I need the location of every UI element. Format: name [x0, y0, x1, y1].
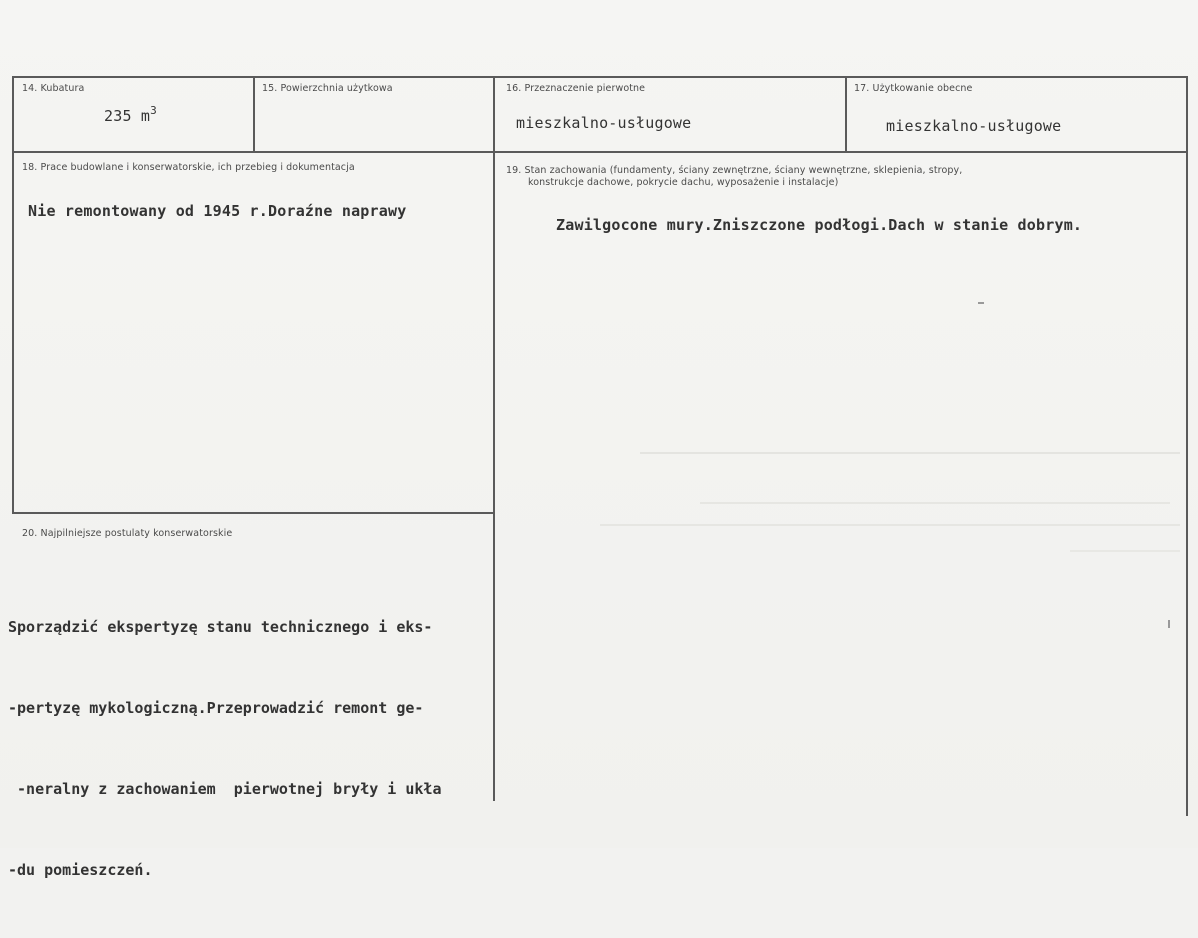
field-14-value: [104, 104, 157, 125]
field-18-value: Nie remontowany od 1945 r.Doraźne naprawy: [28, 202, 407, 220]
field-19-label-line1: 19. Stan zachowania (fundamenty, ściany zewnętrzne, ściany wewnętrzne, sklepienia, stropy,: [506, 165, 963, 176]
divider-14-15: [253, 76, 255, 151]
field-14-label: 14. Kubatura: [22, 83, 85, 94]
divider-main: [493, 76, 495, 801]
postulaty-line-4: -du pomieszczeń.: [8, 861, 153, 879]
divider-16-17: [845, 76, 847, 151]
field-16-label: 16. Przeznaczenie pierwotne: [506, 83, 646, 94]
left-border: [12, 76, 14, 512]
field-20-value: [8, 560, 441, 938]
field-15-label: 15. Powierzchnia użytkowa: [262, 83, 393, 94]
field-18-label: 18. Prace budowlane i konserwatorskie, ich przebieg i dokumentacja: [22, 162, 355, 173]
top-border: [12, 76, 1188, 78]
speck-mark: [1168, 620, 1170, 628]
section20-top-border: [12, 512, 494, 514]
kubatura-unit-exponent: 3: [150, 104, 157, 117]
postulaty-line-3: -neralny z zachowaniem pierwotnej bryły i ukła: [8, 780, 442, 798]
field-17-value: mieszkalno-usługowe: [886, 117, 1062, 135]
field-19-value: Zawilgocone mury.Zniszczone podłogi.Dach w stanie dobrym.: [556, 216, 1083, 234]
field-16-value: mieszkalno-usługowe: [516, 114, 692, 132]
postulaty-line-1: Sporządzić ekspertyzę stanu technicznego i eks-: [8, 618, 433, 636]
field-17-label: 17. Użytkowanie obecne: [854, 83, 973, 94]
field-19-label-line2: konstrukcje dachowe, pokrycie dachu, wyposażenie i instalacje): [528, 177, 839, 188]
speck-mark: [978, 302, 984, 304]
postulaty-line-2: -pertyzę mykologiczną.Przeprowadzić remont ge-: [8, 699, 424, 717]
field-20-label: 20. Najpilniejsze postulaty konserwatorskie: [22, 528, 233, 539]
kubatura-value: 235 m: [104, 107, 151, 125]
right-border: [1186, 76, 1188, 816]
row1-bottom-border: [12, 151, 1188, 153]
